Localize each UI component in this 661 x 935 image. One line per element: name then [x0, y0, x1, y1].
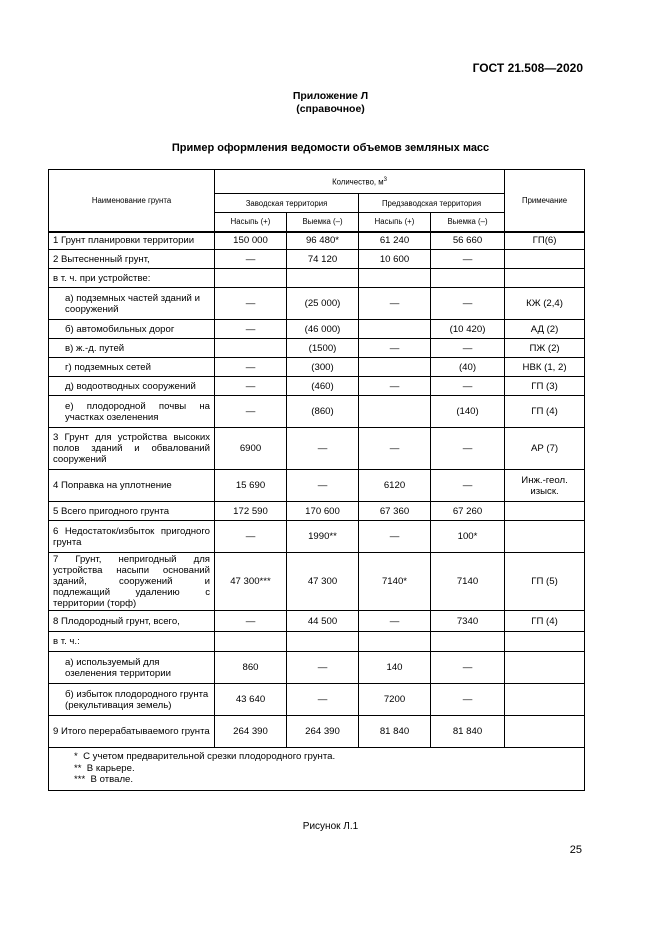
- cell-note: ГП (3): [505, 377, 585, 396]
- cell-value: [359, 632, 431, 652]
- cell-value: (40): [431, 358, 505, 377]
- cell-value: —: [287, 428, 359, 470]
- cell-value: [431, 632, 505, 652]
- cell-note: [505, 652, 585, 684]
- table-row: [49, 250, 585, 269]
- header-cut-2: Выемка (–): [431, 213, 505, 232]
- cell-value: 264 390: [287, 716, 359, 748]
- cell-value: [215, 269, 287, 288]
- cell-note: [505, 521, 585, 553]
- header-fill-1: Насыпь (+): [215, 213, 287, 232]
- table-row: [49, 269, 585, 288]
- cell-value: 172 590: [215, 502, 287, 521]
- table-row: [49, 470, 585, 502]
- cell-note: [505, 632, 585, 652]
- cell-value: —: [359, 377, 431, 396]
- cell-value: 96 480*: [287, 232, 359, 250]
- table-row: [49, 428, 585, 470]
- table-row: [49, 339, 585, 358]
- cell-value: —: [431, 652, 505, 684]
- cell-value: (460): [287, 377, 359, 396]
- cell-value: (140): [431, 396, 505, 428]
- cell-value: —: [287, 684, 359, 716]
- appendix-type: (справочное): [296, 103, 365, 115]
- table-row: [49, 632, 585, 652]
- cell-value: 56 660: [431, 232, 505, 250]
- cell-value: —: [431, 250, 505, 269]
- cell-note: ГП(6): [505, 232, 585, 250]
- cell-value: 67 360: [359, 502, 431, 521]
- cell-value: —: [287, 470, 359, 502]
- cell-value: [431, 269, 505, 288]
- cell-value: —: [431, 684, 505, 716]
- row-name: б) избыток плодородного грунта (рекультивация земель): [49, 684, 215, 716]
- table-row: [49, 553, 585, 611]
- row-name: 2 Вытесненный грунт,: [49, 250, 215, 269]
- cell-value: 10 600: [359, 250, 431, 269]
- row-name: е) плодородной почвы на участках озеленения: [49, 396, 215, 428]
- row-name: а) используемый для озеленения территории: [49, 652, 215, 684]
- footnote: ** В карьере.: [74, 762, 135, 774]
- table-row: [49, 320, 585, 339]
- cell-value: 44 500: [287, 611, 359, 632]
- cell-value: 43 640: [215, 684, 287, 716]
- cell-value: 7340: [431, 611, 505, 632]
- cell-value: 61 240: [359, 232, 431, 250]
- cell-value: 6120: [359, 470, 431, 502]
- table-row: [49, 611, 585, 632]
- cell-value: —: [287, 652, 359, 684]
- row-name: 8 Плодородный грунт, всего,: [49, 611, 215, 632]
- table-row: [49, 232, 585, 250]
- cell-note: [505, 716, 585, 748]
- cell-value: 47 300: [287, 553, 359, 611]
- row-name: 4 Поправка на уплотнение: [49, 470, 215, 502]
- cell-value: 140: [359, 652, 431, 684]
- cell-value: —: [431, 377, 505, 396]
- footnotes: [49, 748, 585, 791]
- header-fill-2: Насыпь (+): [359, 213, 431, 232]
- cell-value: [215, 339, 287, 358]
- row-name: 7 Грунт, непригодный для устройства насыпи оснований зданий, сооружений и подлежащий удалению с территории (торф): [49, 553, 215, 611]
- cell-value: [359, 320, 431, 339]
- cell-value: 7200: [359, 684, 431, 716]
- row-name: 1 Грунт планировки территории: [49, 232, 215, 250]
- cell-value: (25 000): [287, 288, 359, 320]
- cell-value: 860: [215, 652, 287, 684]
- cell-value: 170 600: [287, 502, 359, 521]
- cell-note: ПЖ (2): [505, 339, 585, 358]
- row-name: д) водоотводных сооружений: [49, 377, 215, 396]
- cell-value: 150 000: [215, 232, 287, 250]
- cell-value: 74 120: [287, 250, 359, 269]
- figure-caption: Рисунок Л.1: [302, 821, 359, 832]
- cell-value: —: [359, 611, 431, 632]
- cell-value: —: [359, 428, 431, 470]
- cell-value: 67 260: [431, 502, 505, 521]
- row-name: в т. ч.:: [49, 632, 215, 652]
- cell-note: ГП (4): [505, 396, 585, 428]
- cell-value: 7140*: [359, 553, 431, 611]
- header-cut-1: Выемка (–): [287, 213, 359, 232]
- header-plant-territory: Заводская территория: [215, 194, 359, 213]
- cell-note: ГП (5): [505, 553, 585, 611]
- cell-value: —: [215, 377, 287, 396]
- cell-value: (1500): [287, 339, 359, 358]
- cell-value: 81 840: [359, 716, 431, 748]
- appendix-title: Приложение Л: [292, 90, 369, 102]
- cell-value: —: [215, 320, 287, 339]
- table-row: [49, 396, 585, 428]
- cell-value: [359, 269, 431, 288]
- footnote: *** В отвале.: [74, 774, 134, 785]
- cell-value: 81 840: [431, 716, 505, 748]
- cell-value: —: [359, 339, 431, 358]
- cell-value: —: [215, 611, 287, 632]
- cell-note: ГП (4): [505, 611, 585, 632]
- cell-value: (10 420): [431, 320, 505, 339]
- row-name: б) автомобильных дорог: [49, 320, 215, 339]
- cell-value: [359, 396, 431, 428]
- cell-value: 7140: [431, 553, 505, 611]
- cell-value: 100*: [431, 521, 505, 553]
- cell-value: [287, 269, 359, 288]
- cell-note: НВК (1, 2): [505, 358, 585, 377]
- header-soil-name: Наименование грунта: [49, 170, 215, 232]
- table-row: [49, 288, 585, 320]
- cell-value: —: [215, 521, 287, 553]
- cell-value: —: [431, 339, 505, 358]
- earthwork-table: [48, 169, 585, 791]
- cell-value: (860): [287, 396, 359, 428]
- row-name: 3 Грунт для устройства высоких полов зданий и обвалований сооружений: [49, 428, 215, 470]
- cell-value: —: [431, 288, 505, 320]
- cell-note: [505, 502, 585, 521]
- table-row: [49, 502, 585, 521]
- row-name: г) подземных сетей: [49, 358, 215, 377]
- cell-note: [505, 250, 585, 269]
- cell-note: Инж.-геол. изыск.: [505, 470, 585, 502]
- cell-value: —: [359, 521, 431, 553]
- cell-value: [287, 632, 359, 652]
- table-row: [49, 716, 585, 748]
- cell-note: [505, 269, 585, 288]
- cell-value: 15 690: [215, 470, 287, 502]
- header-note: Примечание: [505, 170, 585, 232]
- table-row: [49, 684, 585, 716]
- cell-value: [215, 632, 287, 652]
- appendix-heading: [0, 90, 661, 116]
- row-name: а) подземных частей зданий и сооружений: [49, 288, 215, 320]
- cell-value: 47 300***: [215, 553, 287, 611]
- cell-value: —: [215, 358, 287, 377]
- cell-value: 6900: [215, 428, 287, 470]
- footnotes-row: [49, 748, 585, 791]
- cell-value: 264 390: [215, 716, 287, 748]
- cell-value: —: [215, 288, 287, 320]
- cell-value: —: [431, 470, 505, 502]
- cell-value: 1990**: [287, 521, 359, 553]
- page-title: Пример оформления ведомости объемов земляных масс: [171, 142, 490, 154]
- table-row: [49, 377, 585, 396]
- cell-note: АД (2): [505, 320, 585, 339]
- cell-value: —: [431, 428, 505, 470]
- cell-value: [359, 358, 431, 377]
- document-code: ГОСТ 21.508—2020: [472, 61, 583, 75]
- row-name: в) ж.-д. путей: [49, 339, 215, 358]
- cell-value: (46 000): [287, 320, 359, 339]
- cell-note: [505, 684, 585, 716]
- row-name: 5 Всего пригодного грунта: [49, 502, 215, 521]
- row-name: 9 Итого перерабатываемого грунта: [49, 716, 215, 748]
- row-name: 6 Недостаток/избыток пригодного грунта: [49, 521, 215, 553]
- cell-note: АР (7): [505, 428, 585, 470]
- table-row: [49, 358, 585, 377]
- row-name: в т. ч. при устройстве:: [49, 269, 215, 288]
- table-row: [49, 652, 585, 684]
- header-preplant-territory: Предзаводская территория: [359, 194, 505, 213]
- footnote: * С учетом предварительной срезки плодородного грунта.: [74, 751, 336, 762]
- page-number: 25: [569, 844, 582, 856]
- cell-value: (300): [287, 358, 359, 377]
- cell-note: КЖ (2,4): [505, 288, 585, 320]
- cell-value: —: [359, 288, 431, 320]
- table-row: [49, 521, 585, 553]
- cell-value: —: [215, 250, 287, 269]
- cell-value: —: [215, 396, 287, 428]
- header-quantity: Количество, $м^3$: [215, 170, 505, 194]
